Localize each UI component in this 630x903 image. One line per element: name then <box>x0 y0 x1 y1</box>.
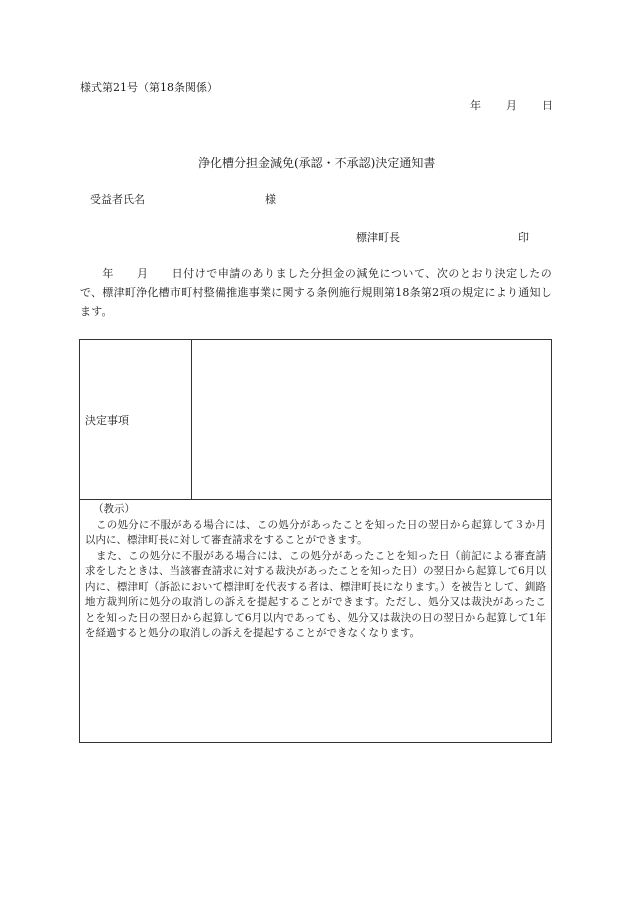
decision-content-cell <box>192 340 551 500</box>
notification-body-text: 年 月 日付けで申請のありました分担金の減免について、次のとおり決定したので、標津町浄化槽市町村整備推進事業に関する条例施行規則第18条第2項の規定により通知します。 <box>80 267 552 318</box>
date-day: 日 <box>542 99 553 112</box>
decision-label: 決定事項 <box>85 414 129 427</box>
recipient-name-label: 受益者氏名 <box>90 193 145 206</box>
appeal-notice-cell <box>80 500 551 742</box>
appeal-notice-paragraph-1: この処分に不服がある場合には、この処分があったことを知った日の翌日から起算して３か月以内に、標津町長に対して審査請求をすることができます。 <box>85 518 546 546</box>
recipient-honorific: 様 <box>265 193 276 206</box>
appeal-notice-heading: （教示） <box>93 503 135 515</box>
decision-label-cell <box>80 340 192 500</box>
document-title: 浄化槽分担金減免(承認・不承認)決定通知書 <box>198 156 436 170</box>
seal-mark: 印 <box>518 231 529 244</box>
date-year: 年 <box>470 99 481 112</box>
notification-body <box>80 264 552 321</box>
appeal-notice-paragraph-2: また、この処分に不服がある場合には、この処分があったことを知った日（前記による審査請求をしたときは、当該審査請求に対する裁決があったことを知った日）の翌日から起算して6月以内に、標津町（訴訟において標津町を代表する者は、標津町長になります。）を被告として、釧路地方裁判所に処分の取消しの訴えを提起することができます。ただし、処分又は裁決があったことを知った日の翌日から起算して6月以内であっても、処分又は裁決の日の翌日から起算して1年を経過すると処分の取消しの訴えを提起することができなくなります。 <box>85 549 546 639</box>
form-number: 様式第21号（第18条関係） <box>80 81 218 94</box>
date-month: 月 <box>506 99 517 112</box>
decision-table <box>79 339 552 743</box>
issuer-title: 標津町長 <box>356 231 400 244</box>
date-line <box>470 98 553 114</box>
